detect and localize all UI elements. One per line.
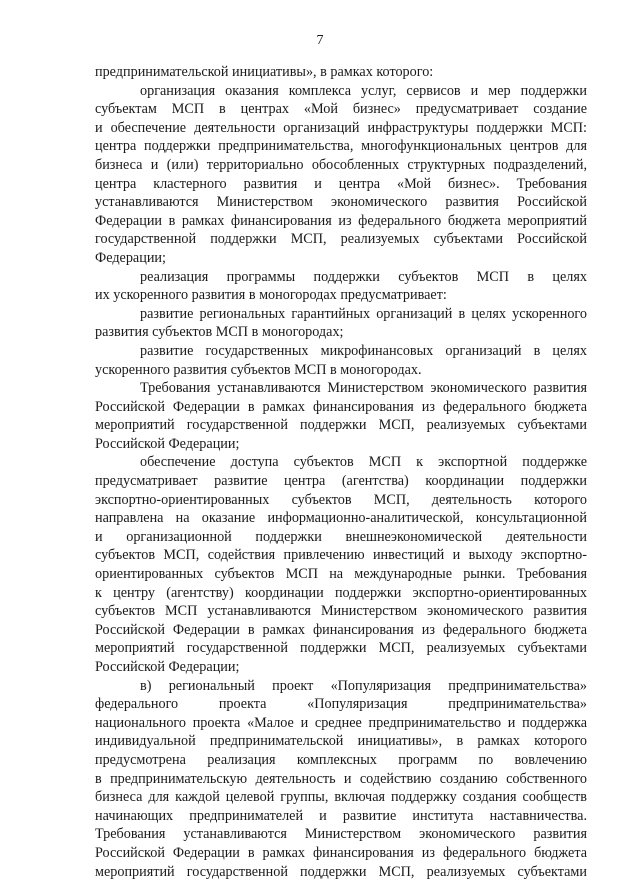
text-line: центра кластерного развития и центра «Мой бизнес». Требования [95, 175, 587, 192]
text-line: ускоренного развития субъектов МСП в моногородах. [95, 361, 422, 378]
page-number: 7 [316, 33, 324, 48]
text-line: направлена на оказание информационно-аналитической, консультационной [95, 510, 587, 527]
text-line: их ускоренного развития в моногородах предусматривает: [95, 287, 447, 304]
text-line: устанавливаются Министерством экономического развития Российской [95, 194, 587, 211]
text-line: развитие государственных микрофинансовых организаций в целях [140, 342, 587, 359]
text-line: Российской Федерации в рамках финансирования из федерального бюджета [95, 398, 587, 415]
text-line: субъектов МСП, содействия привлечению инвестиций и выходу экспортно- [95, 547, 587, 564]
text-line: Российской Федерации; [95, 659, 240, 675]
text-line: Российской Федерации; [95, 435, 240, 452]
text-line: государственной поддержки МСП, реализуемых субъектами Российской [95, 231, 587, 248]
text-line: Российской Федерации в рамках финансирования из федерального бюджета [95, 844, 587, 861]
text-line: бизнеса для каждой целевой группы, включая поддержку создания сообществ [95, 789, 587, 806]
text-line: федерального проекта «Популяризация предпринимательства» [95, 696, 587, 713]
text-line: ориентированных субъектов МСП на международные рынки. Требования [95, 566, 587, 583]
text-line: реализация программы поддержки субъектов МСП в целях [140, 268, 587, 285]
text-line: Российской Федерации в рамках финансирования из федерального бюджета [95, 621, 587, 638]
text-line: предпринимательской инициативы», в рамках которого: [95, 64, 434, 80]
text-line: развития субъектов МСП в моногородах; [95, 324, 344, 341]
text-line: мероприятий государственной поддержки МСП, реализуемых субъектами [95, 417, 587, 434]
text-line: экспортно-ориентированных субъектов МСП, деятельность которого [95, 491, 587, 508]
text-line: Требования устанавливаются Министерством экономического развития [95, 826, 587, 843]
body-text [95, 63, 587, 881]
text-line: индивидуальной предпринимательской инициативы», в рамках которого [95, 733, 587, 750]
text-line: и обеспечение деятельности организаций инфраструктуры поддержки МСП: [95, 119, 587, 136]
text-line: субъектов МСП устанавливаются Министерством экономического развития [95, 603, 587, 620]
text-line: в) региональный проект «Популяризация предпринимательства» [140, 677, 587, 694]
text-line: развитие региональных гарантийных организаций в целях ускоренного [140, 305, 587, 322]
text-line: центра поддержки предпринимательства, многофункциональных центров для [95, 138, 587, 155]
text-line: организация оказания комплекса услуг, сервисов и мер поддержки [140, 82, 587, 99]
text-line: Федерации в рамках финансирования из федерального бюджета мероприятий [95, 212, 587, 229]
text-line: мероприятий государственной поддержки МСП, реализуемых субъектами [95, 863, 587, 880]
text-line: национального проекта «Малое и среднее предпринимательство и поддержка [95, 714, 587, 731]
text-line: мероприятий государственной поддержки МСП, реализуемых субъектами [95, 640, 587, 657]
text-line: предусматривает развитие центра (агентства) координации поддержки [95, 473, 587, 490]
text-line: к центру (агентству) координации поддержки экспортно-ориентированных [95, 584, 587, 601]
text-line: начинающих предпринимателей и развитие института наставничества. [95, 807, 587, 824]
text-line: Требования устанавливаются Министерством экономического развития [140, 380, 587, 397]
text-line: субъектам МСП в центрах «Мой бизнес» предусматривает создание [95, 101, 587, 118]
text-line: предусмотрена реализация комплексных программ по вовлечению [95, 751, 587, 768]
text-line: в предпринимательскую деятельность и содействию созданию собственного [95, 770, 587, 787]
text-line: и организационной поддержки внешнеэкономической деятельности [95, 528, 587, 545]
text-line: бизнеса и (или) территориально обособленных структурных подразделений, [95, 156, 587, 173]
text-line: Федерации; [95, 249, 166, 266]
text-line: обеспечение доступа субъектов МСП к экспортной поддержке [140, 454, 587, 471]
